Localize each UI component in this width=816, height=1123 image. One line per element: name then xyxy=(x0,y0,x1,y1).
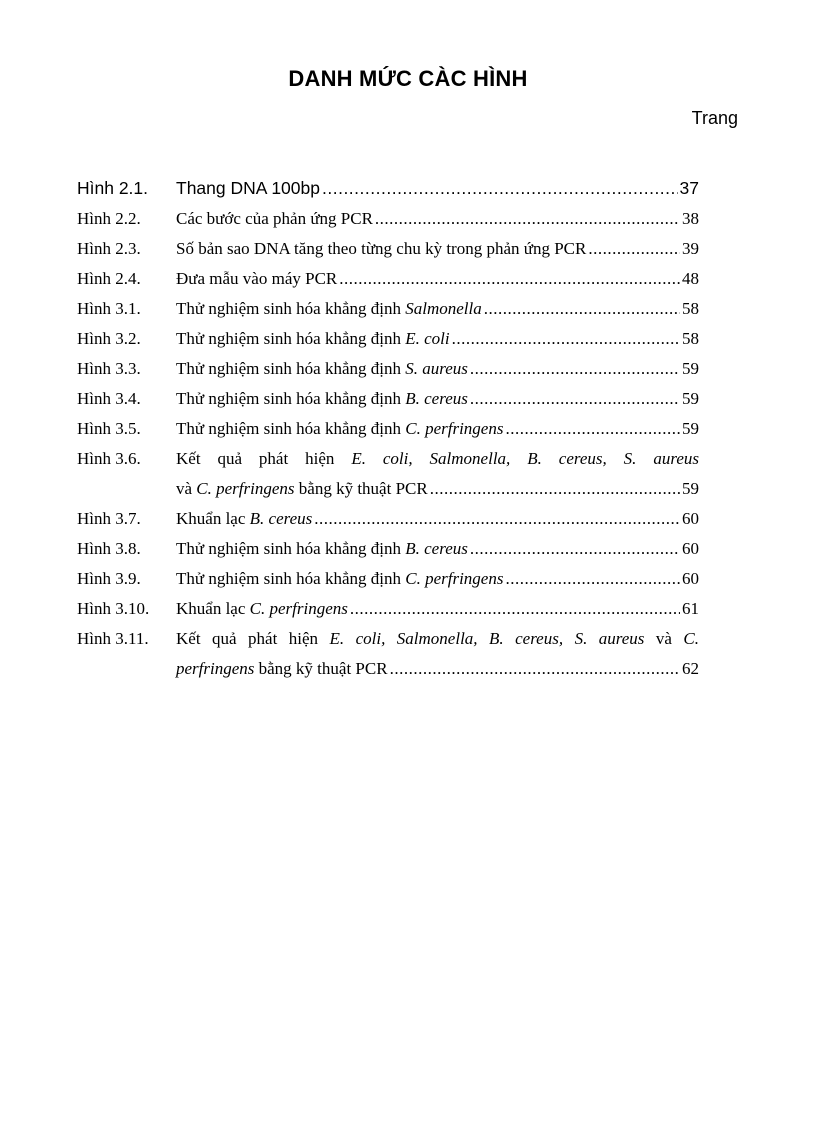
figure-title: Thử nghiệm sinh hóa khẳng định S. aureus xyxy=(176,359,468,378)
list-item xyxy=(77,354,699,384)
figure-title-line-1: Kết quả phát hiện E. coli, Salmonella, B. cereus, S. aureus xyxy=(176,449,699,468)
list-item xyxy=(77,594,699,624)
list-item xyxy=(77,564,699,594)
figure-number: Hình 3.10. xyxy=(77,599,150,618)
dot-leader xyxy=(452,324,680,354)
page-number: 58 xyxy=(682,299,699,318)
list-item xyxy=(77,173,699,204)
page-number: 61 xyxy=(682,599,699,618)
figure-number: Hình 3.6. xyxy=(77,449,141,468)
figure-title-line-1: Kết quả phát hiện E. coli, Salmonella, B. cereus, S. aureus và C. xyxy=(176,629,700,648)
page-number: 37 xyxy=(679,178,699,198)
list-item xyxy=(77,534,699,564)
page-number: 60 xyxy=(682,569,699,588)
figure-number: Hình 3.3. xyxy=(77,359,141,378)
page-number: 59 xyxy=(682,359,699,378)
page-number: 60 xyxy=(682,509,699,528)
page-column-label: Trang xyxy=(691,108,738,128)
page-number: 59 xyxy=(682,479,699,498)
list-item-continuation xyxy=(77,474,699,504)
page-number: 60 xyxy=(682,539,699,558)
figure-title: Thử nghiệm sinh hóa khẳng định Salmonella xyxy=(176,299,482,318)
page-number: 48 xyxy=(682,269,699,288)
dot-leader xyxy=(350,594,680,624)
figure-title: Đưa mẫu vào máy PCR xyxy=(176,269,338,288)
list-item xyxy=(77,324,699,354)
figure-number: Hình 2.2. xyxy=(77,209,141,228)
dot-leader xyxy=(470,384,680,414)
dot-leader xyxy=(430,474,680,504)
list-item-continuation xyxy=(77,654,699,684)
dot-leader xyxy=(484,294,680,324)
figure-number: Hình 2.4. xyxy=(77,269,141,288)
page-number: 59 xyxy=(682,389,699,408)
figure-title: Thử nghiệm sinh hóa khẳng định E. coli xyxy=(176,329,450,348)
figure-number: Hình 3.2. xyxy=(77,329,141,348)
dot-leader xyxy=(339,264,680,294)
page-title: DANH MỨC CÀC HÌNH xyxy=(288,66,528,91)
dot-leader xyxy=(390,654,680,684)
page-number: 38 xyxy=(682,209,699,228)
figure-title: Khuẩn lạc B. cereus xyxy=(176,509,313,528)
dot-leader xyxy=(505,414,680,444)
figure-title-line-2: perfringens bằng kỹ thuật PCR xyxy=(176,659,388,678)
dot-leader xyxy=(314,504,680,534)
figure-title: Thử nghiệm sinh hóa khẳng định C. perfringens xyxy=(176,419,504,438)
dot-leader xyxy=(470,534,680,564)
dot-leader xyxy=(470,354,680,384)
page-number: 59 xyxy=(682,419,699,438)
figure-number: Hình 3.4. xyxy=(77,389,141,408)
list-item xyxy=(77,414,699,444)
figure-list xyxy=(77,173,699,684)
page-number: 39 xyxy=(682,239,699,258)
figure-number: Hình 2.1. xyxy=(77,178,149,198)
list-item xyxy=(77,294,699,324)
figure-title: Khuẩn lạc C. perfringens xyxy=(176,599,348,618)
figure-title: Thang DNA 100bp xyxy=(176,178,320,198)
figure-number: Hình 2.3. xyxy=(77,239,141,258)
figure-number: Hình 3.1. xyxy=(77,299,141,318)
list-item xyxy=(77,264,699,294)
list-item xyxy=(77,624,699,654)
figure-title: Các bước của phản ứng PCR xyxy=(176,209,373,228)
figure-title: Thử nghiệm sinh hóa khẳng định B. cereus xyxy=(176,389,468,408)
figure-number: Hình 3.11. xyxy=(77,629,149,648)
list-item xyxy=(77,444,699,474)
figure-title: Thử nghiệm sinh hóa khẳng định B. cereus xyxy=(176,539,468,558)
figure-title-line-2: và C. perfringens bằng kỹ thuật PCR xyxy=(176,479,428,498)
figure-number: Hình 3.9. xyxy=(77,569,141,588)
figure-number: Hình 3.7. xyxy=(77,509,141,528)
dot-leader xyxy=(588,234,680,264)
dot-leader xyxy=(505,564,680,594)
list-item xyxy=(77,384,699,414)
figure-title: Số bản sao DNA tăng theo từng chu kỳ trong phản ứng PCR xyxy=(176,239,587,258)
figure-title: Thử nghiệm sinh hóa khẳng định C. perfringens xyxy=(176,569,504,588)
dot-leader xyxy=(322,173,678,204)
list-item xyxy=(77,234,699,264)
figure-number: Hình 3.8. xyxy=(77,539,141,558)
page-number: 58 xyxy=(682,329,699,348)
list-item xyxy=(77,204,699,234)
dot-leader xyxy=(375,204,680,234)
figure-number: Hình 3.5. xyxy=(77,419,141,438)
list-item xyxy=(77,504,699,534)
page-number: 62 xyxy=(682,659,699,678)
